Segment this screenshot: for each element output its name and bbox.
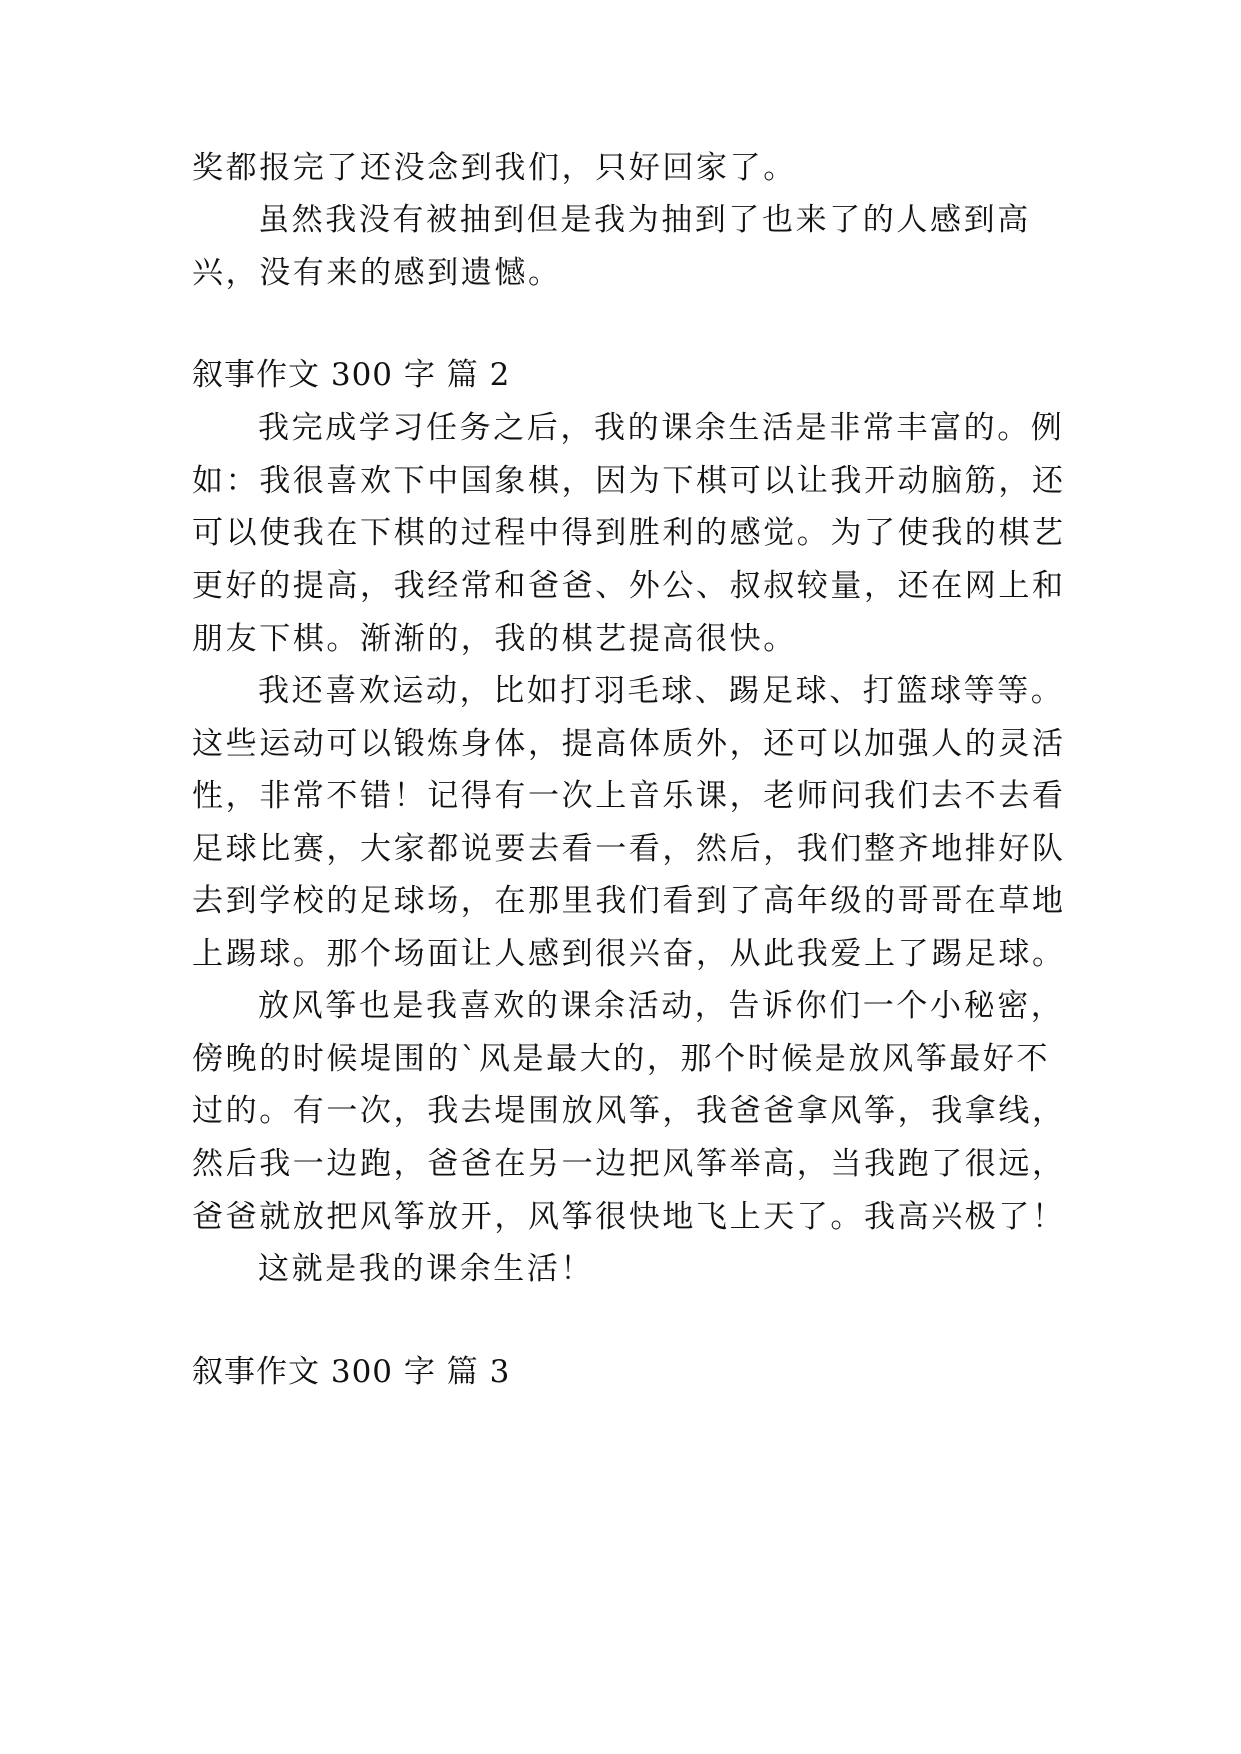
- paragraph-line: 这些运动可以锻炼身体，提高体质外，还可以加强人的灵活: [192, 726, 1066, 762]
- paragraph-line: 爸爸就放把风筝放开，风筝很快地飞上天了。我高兴极了！: [192, 1199, 1066, 1235]
- section-heading: 叙事作文 300 字 篇 3: [192, 1354, 511, 1390]
- paragraph-line: 过的。有一次，我去堤围放风筝，我爸爸拿风筝，我拿线，: [192, 1093, 1066, 1129]
- paragraph-line: 去到学校的足球场，在那里我们看到了高年级的哥哥在草地: [192, 883, 1066, 919]
- paragraph-line: 我完成学习任务之后，我的课余生活是非常丰富的。例: [258, 410, 1065, 446]
- paragraph-line: 朋友下棋。渐渐的，我的棋艺提高很快。: [192, 621, 797, 657]
- paragraph-line: 上踢球。那个场面让人感到很兴奋，从此我爱上了踢足球。: [192, 936, 1066, 972]
- paragraph-line: 然后我一边跑，爸爸在另一边把风筝举高，当我跑了很远，: [192, 1146, 1066, 1182]
- paragraph-line: 我还喜欢运动，比如打羽毛球、踢足球、打篮球等等。: [258, 673, 1065, 709]
- paragraph-line: 如：我很喜欢下中国象棋，因为下棋可以让我开动脑筋，还: [192, 463, 1066, 499]
- paragraph-line: 足球比赛，大家都说要去看一看，然后，我们整齐地排好队: [192, 831, 1066, 867]
- paragraph-line: 更好的提高，我经常和爸爸、外公、叔叔较量，还在网上和: [192, 568, 1066, 604]
- paragraph-line: 奖都报完了还没念到我们，只好回家了。: [192, 150, 797, 186]
- paragraph-line: 兴，没有来的感到遗憾。: [192, 255, 562, 291]
- paragraph-line: 放风筝也是我喜欢的课余活动，告诉你们一个小秘密，: [258, 988, 1065, 1024]
- paragraph-line: 傍晚的时候堤围的`风是最大的，那个时候是放风筝最好不: [192, 1041, 1051, 1077]
- section-heading: 叙事作文 300 字 篇 2: [192, 357, 511, 393]
- paragraph-line: 虽然我没有被抽到但是我为抽到了也来了的人感到高: [258, 202, 1031, 238]
- paragraph-line: 性，非常不错！记得有一次上音乐课，老师问我们去不去看: [192, 778, 1066, 814]
- paragraph-line: 可以使我在下棋的过程中得到胜利的感觉。为了使我的棋艺: [192, 515, 1066, 551]
- paragraph-line: 这就是我的课余生活！: [258, 1251, 594, 1287]
